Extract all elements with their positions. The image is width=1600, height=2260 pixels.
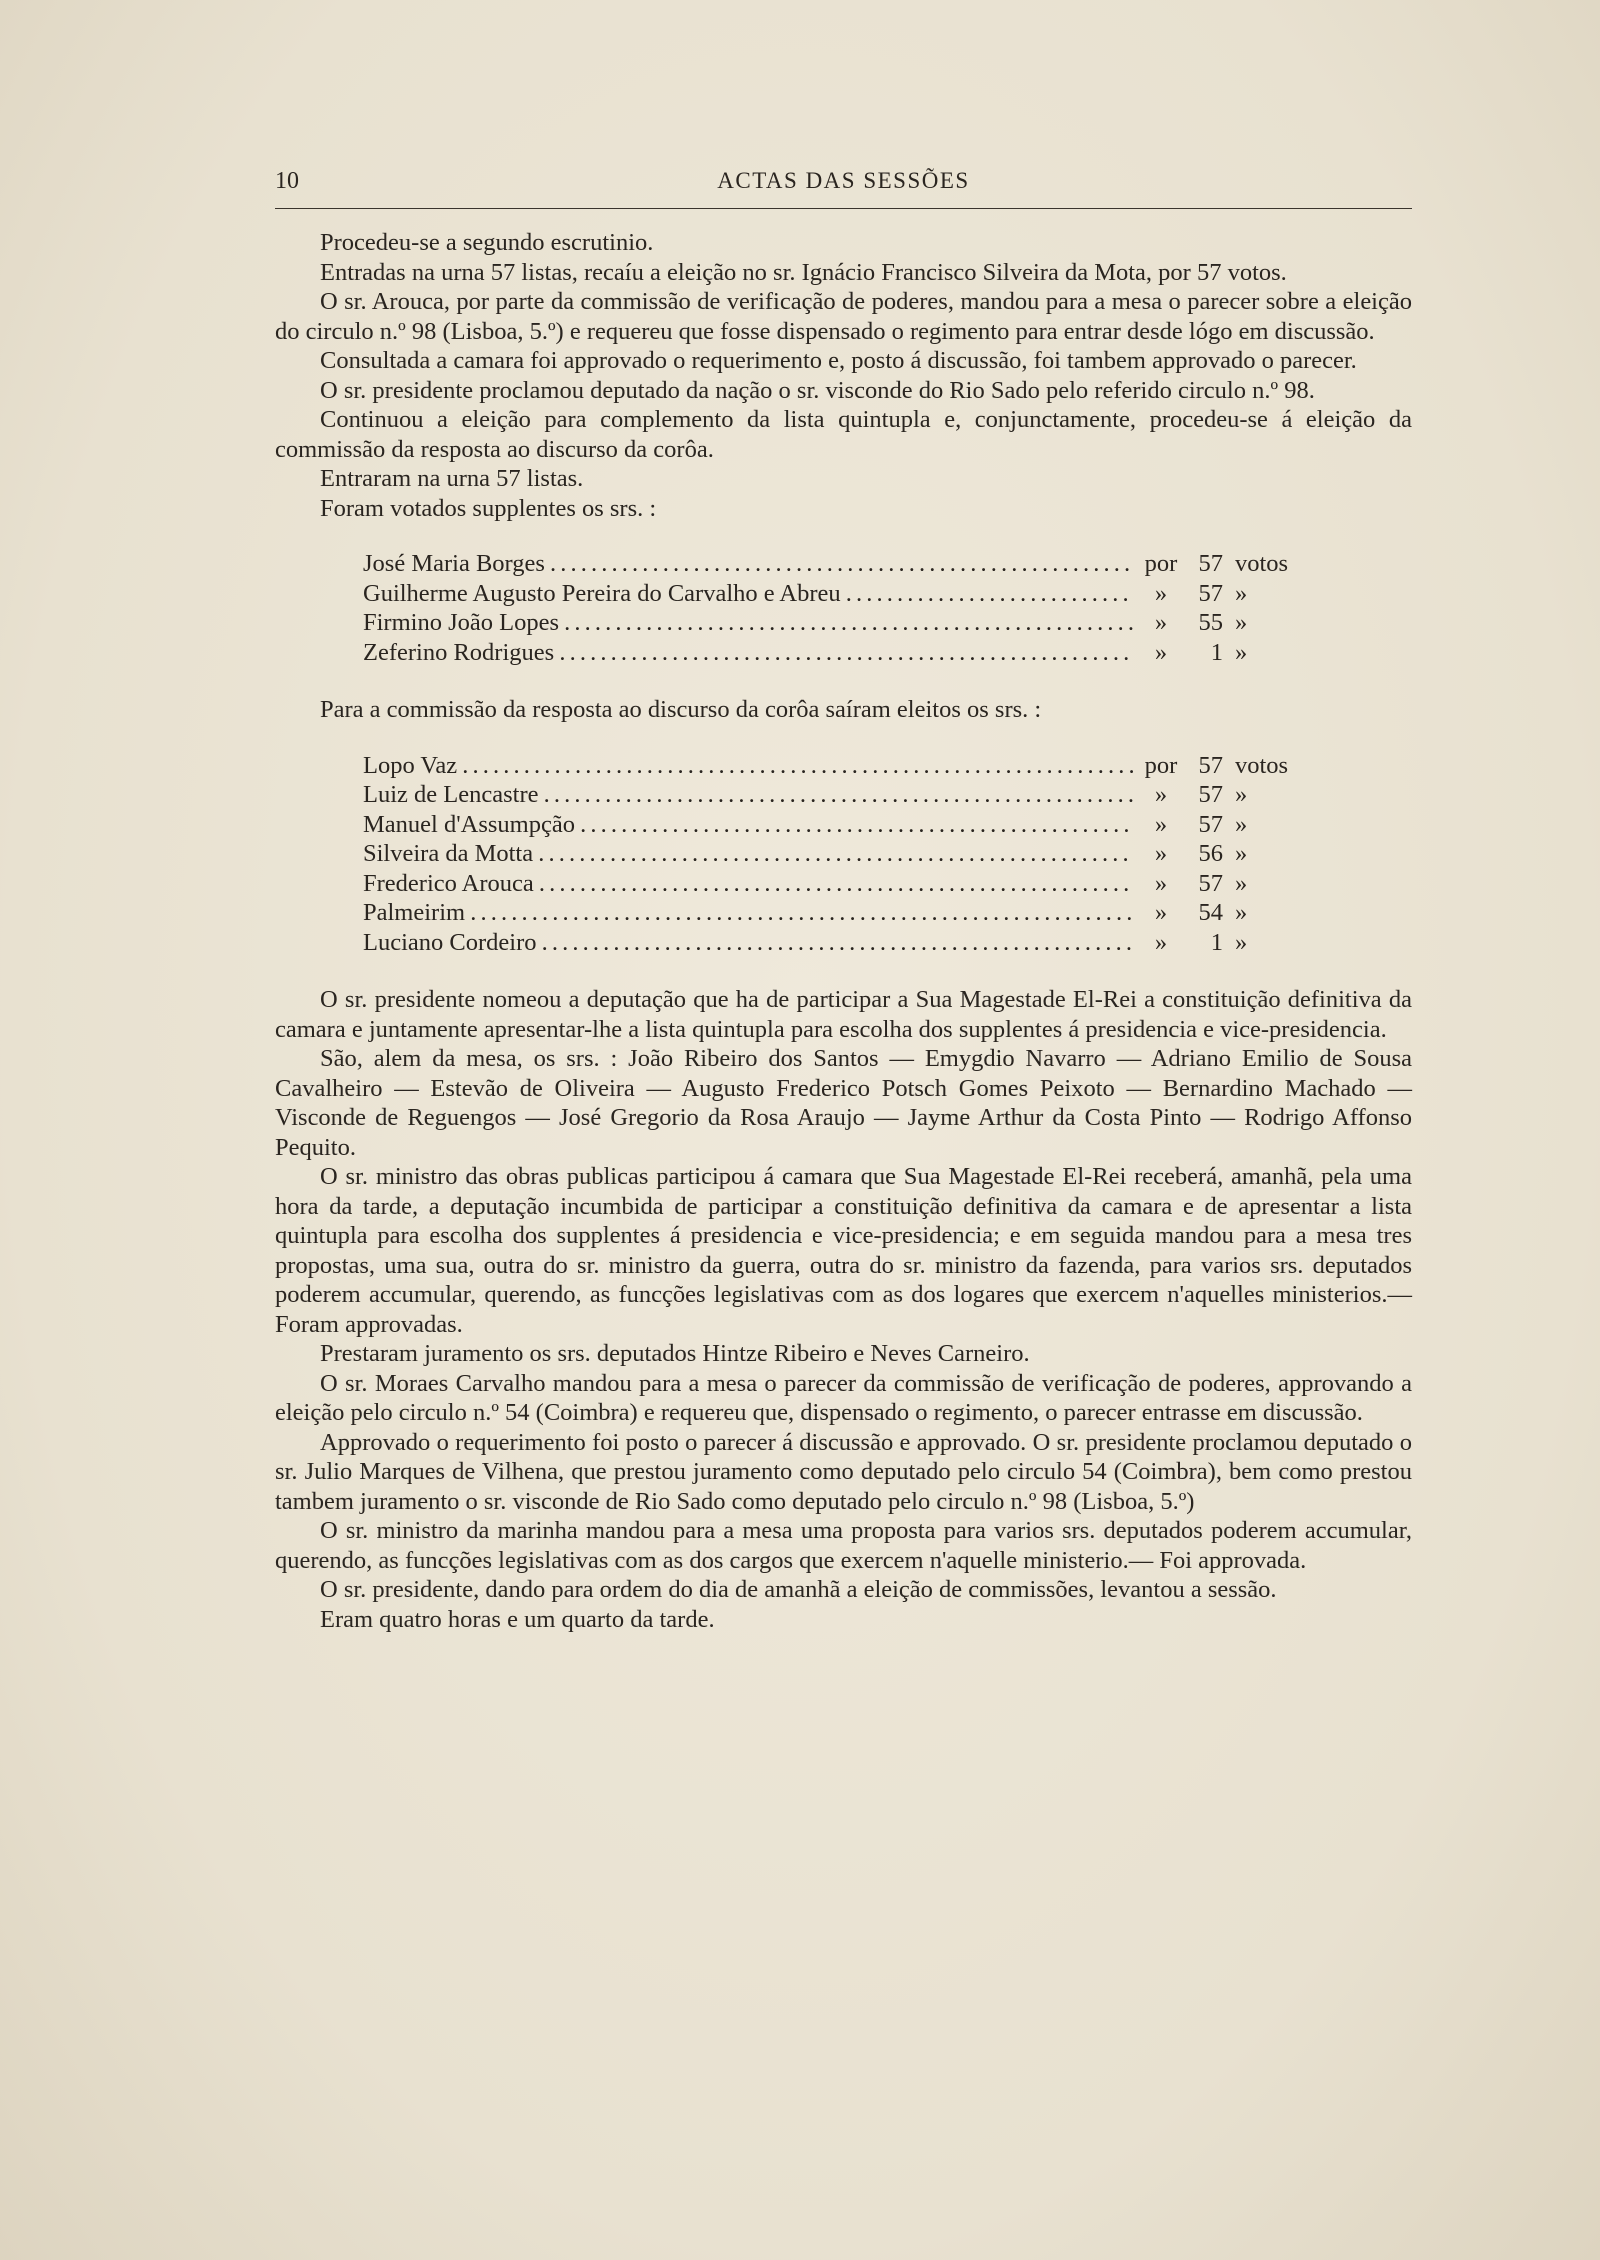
vote-name: Silveira da Motta . . .	[363, 839, 1133, 869]
paragraph: Prestaram juramento os srs. deputados Hintze Ribeiro e Neves Carneiro.	[320, 1340, 1030, 1367]
vote-row	[363, 898, 1323, 928]
paragraph: Entradas na urna 57 listas, recaíu a eleição no sr. Ignácio Francisco Silveira da Mota, por 57 votos.	[320, 258, 1287, 286]
vote-count: 57	[1198, 869, 1223, 897]
commission-vote-list	[363, 751, 1323, 958]
vote-prefix: »	[1154, 899, 1168, 926]
vote-count: 55	[1198, 609, 1223, 636]
vote-name: Frederico Arouca . . .	[363, 869, 1133, 899]
page-header	[275, 164, 1412, 209]
vote-prefix: »	[1154, 609, 1168, 636]
paragraph: Consultada a camara foi approvado o requerimento e, posto á discussão, foi tambem approvado o parecer.	[320, 347, 1357, 374]
vote-count: 57	[1198, 550, 1223, 577]
vote-name: Palmeirim . . .	[363, 898, 1133, 928]
vote-row	[363, 810, 1323, 840]
vote-row	[363, 638, 1323, 668]
vote-suffix: votos	[1235, 751, 1289, 779]
vote-suffix: »	[1235, 869, 1248, 897]
vote-name: Firmino João Lopes . . .	[363, 608, 1133, 638]
vote-suffix: »	[1235, 810, 1248, 838]
vote-name: Zeferino Rodrigues . . .	[363, 638, 1133, 668]
vote-name: Guilherme Augusto Pereira do Carvalho e Abreu . . .	[363, 579, 1133, 609]
paragraph: São, alem da mesa, os srs. : João Ribeiro dos Santos — Emygdio Navarro — Adriano Emilio de Sousa Cavalheiro — Estevão de Oliveira — Augusto Frederico Potsch Gomes Peixoto — Bernardino Machado — Visconde de Reguengos — José Gregorio da Rosa Araujo — Jayme Arthur da Costa Pinto — Rodrigo Affonso Pequito.	[275, 1045, 1412, 1161]
vote-row	[363, 928, 1323, 958]
vote-name: Luciano Cordeiro . . .	[363, 928, 1133, 958]
vote-row	[363, 608, 1323, 638]
vote-row	[363, 751, 1323, 781]
vote-suffix: votos	[1235, 550, 1289, 577]
vote-suffix: »	[1235, 840, 1248, 867]
vote-row	[363, 839, 1323, 869]
vote-prefix: »	[1154, 638, 1168, 666]
paragraph: Continuou a eleição para complemento da lista quintupla e, conjunctamente, procedeu-se á eleição da commissão da resposta ao discurso da corôa.	[275, 406, 1412, 463]
vote-prefix: por	[1144, 550, 1178, 577]
paragraph: O sr. Arouca, por parte da commissão de verificação de poderes, mandou para a mesa o parecer sobre a eleição do circulo n.º 98 (Lisboa, 5.º) e requereu que fosse dispensado o regimento para entrar desde lógo em discussão.	[275, 288, 1412, 345]
paragraph: O sr. ministro das obras publicas participou á camara que Sua Magestade El-Rei receberá, amanhã, pela uma hora da tarde, a deputação incumbida de participar a constituição definitiva da camara e de apresentar a lista quintupla para escolha dos supplentes á presidencia e vice-presidencia; e em seguida mandou para a mesa tres propostas, uma sua, outra do sr. ministro da guerra, outra do sr. ministro da fazenda, para varios srs. deputados poderem accumular, querendo, as funcções legislativas com as dos logares que exercem n'aquelles ministerios.— Foram approvadas.	[275, 1163, 1412, 1338]
paragraph: O sr. presidente proclamou deputado da nação o sr. visconde do Rio Sado pelo referido circulo n.º 98.	[320, 376, 1315, 404]
running-title: ACTAS DAS SESSÕES	[717, 168, 970, 193]
vote-name: José Maria Borges . . .	[363, 549, 1133, 579]
vote-prefix: »	[1154, 781, 1168, 808]
vote-row	[363, 780, 1323, 810]
vote-suffix: »	[1235, 579, 1248, 607]
vote-count: 57	[1198, 781, 1223, 808]
vote-count: 57	[1198, 751, 1223, 779]
vote-row	[363, 869, 1323, 899]
vote-suffix: »	[1235, 609, 1248, 636]
paragraph: Entraram na urna 57 listas.	[320, 465, 584, 492]
vote-count: 56	[1198, 840, 1223, 867]
document-body	[275, 228, 1412, 1634]
vote-name: Manuel d'Assumpção . . .	[363, 810, 1133, 840]
vote-count: 1	[1210, 928, 1223, 956]
vote-prefix: por	[1144, 751, 1178, 779]
paragraphs-section-a	[275, 228, 1412, 523]
vote-count: 57	[1198, 810, 1223, 838]
paragraph: Foram votados supplentes os srs. :	[320, 494, 657, 522]
vote-count: 1	[1210, 638, 1223, 666]
vote-row	[363, 549, 1323, 579]
paragraph: O sr. Moraes Carvalho mandou para a mesa o parecer da commissão de verificação de poderes, approvando a eleição pelo circulo n.º 54 (Coimbra) e requereu que, dispensado o regimento, o parecer entrasse em discussão.	[275, 1369, 1412, 1426]
commission-intro: Para a commissão da resposta ao discurso da corôa saíram eleitos os srs. :	[320, 696, 1042, 723]
paragraph: O sr. presidente nomeou a deputação que ha de participar a Sua Magestade El-Rei a constituição definitiva da camara e juntamente apresentar-lhe a lista quintupla para escolha dos supplentes á presidencia e vice-presidencia.	[275, 986, 1412, 1043]
vote-suffix: »	[1235, 899, 1248, 926]
vote-suffix: »	[1235, 928, 1248, 956]
paragraphs-section-b	[275, 985, 1412, 1634]
paragraph: Approvado o requerimento foi posto o parecer á discussão e approvado. O sr. presidente proclamou deputado o sr. Julio Marques de Vilhena, que prestou juramento como deputado pelo circulo 54 (Coimbra), bem como prestou tambem juramento o sr. visconde de Rio Sado como deputado pelo circulo n.º 98 (Lisboa, 5.º)	[275, 1428, 1412, 1515]
paragraph: O sr. ministro da marinha mandou para a mesa uma proposta para varios srs. deputados poderem accumular, querendo, as funcções legislativas com as dos cargos que exercem n'aquelle ministerio.— Foi approvada.	[275, 1517, 1412, 1574]
vote-prefix: »	[1154, 810, 1168, 838]
vote-row	[363, 579, 1323, 609]
vote-suffix: »	[1235, 638, 1248, 666]
vote-prefix: »	[1154, 840, 1168, 867]
vote-name: Lopo Vaz . . .	[363, 751, 1133, 781]
paragraph: Eram quatro horas e um quarto da tarde.	[320, 1605, 715, 1633]
vote-prefix: »	[1154, 869, 1168, 897]
supplentes-vote-list	[363, 549, 1323, 667]
vote-prefix: »	[1154, 928, 1168, 956]
page-number: 10	[275, 168, 299, 194]
vote-suffix: »	[1235, 781, 1248, 808]
vote-count: 57	[1198, 579, 1223, 607]
vote-count: 54	[1198, 899, 1223, 926]
paragraph: O sr. presidente, dando para ordem do dia de amanhã a eleição de commissões, levantou a sessão.	[320, 1576, 1277, 1603]
vote-name: Luiz de Lencastre . . .	[363, 780, 1133, 810]
paragraph: Procedeu-se a segundo escrutinio.	[320, 229, 654, 256]
vote-prefix: »	[1154, 579, 1168, 607]
